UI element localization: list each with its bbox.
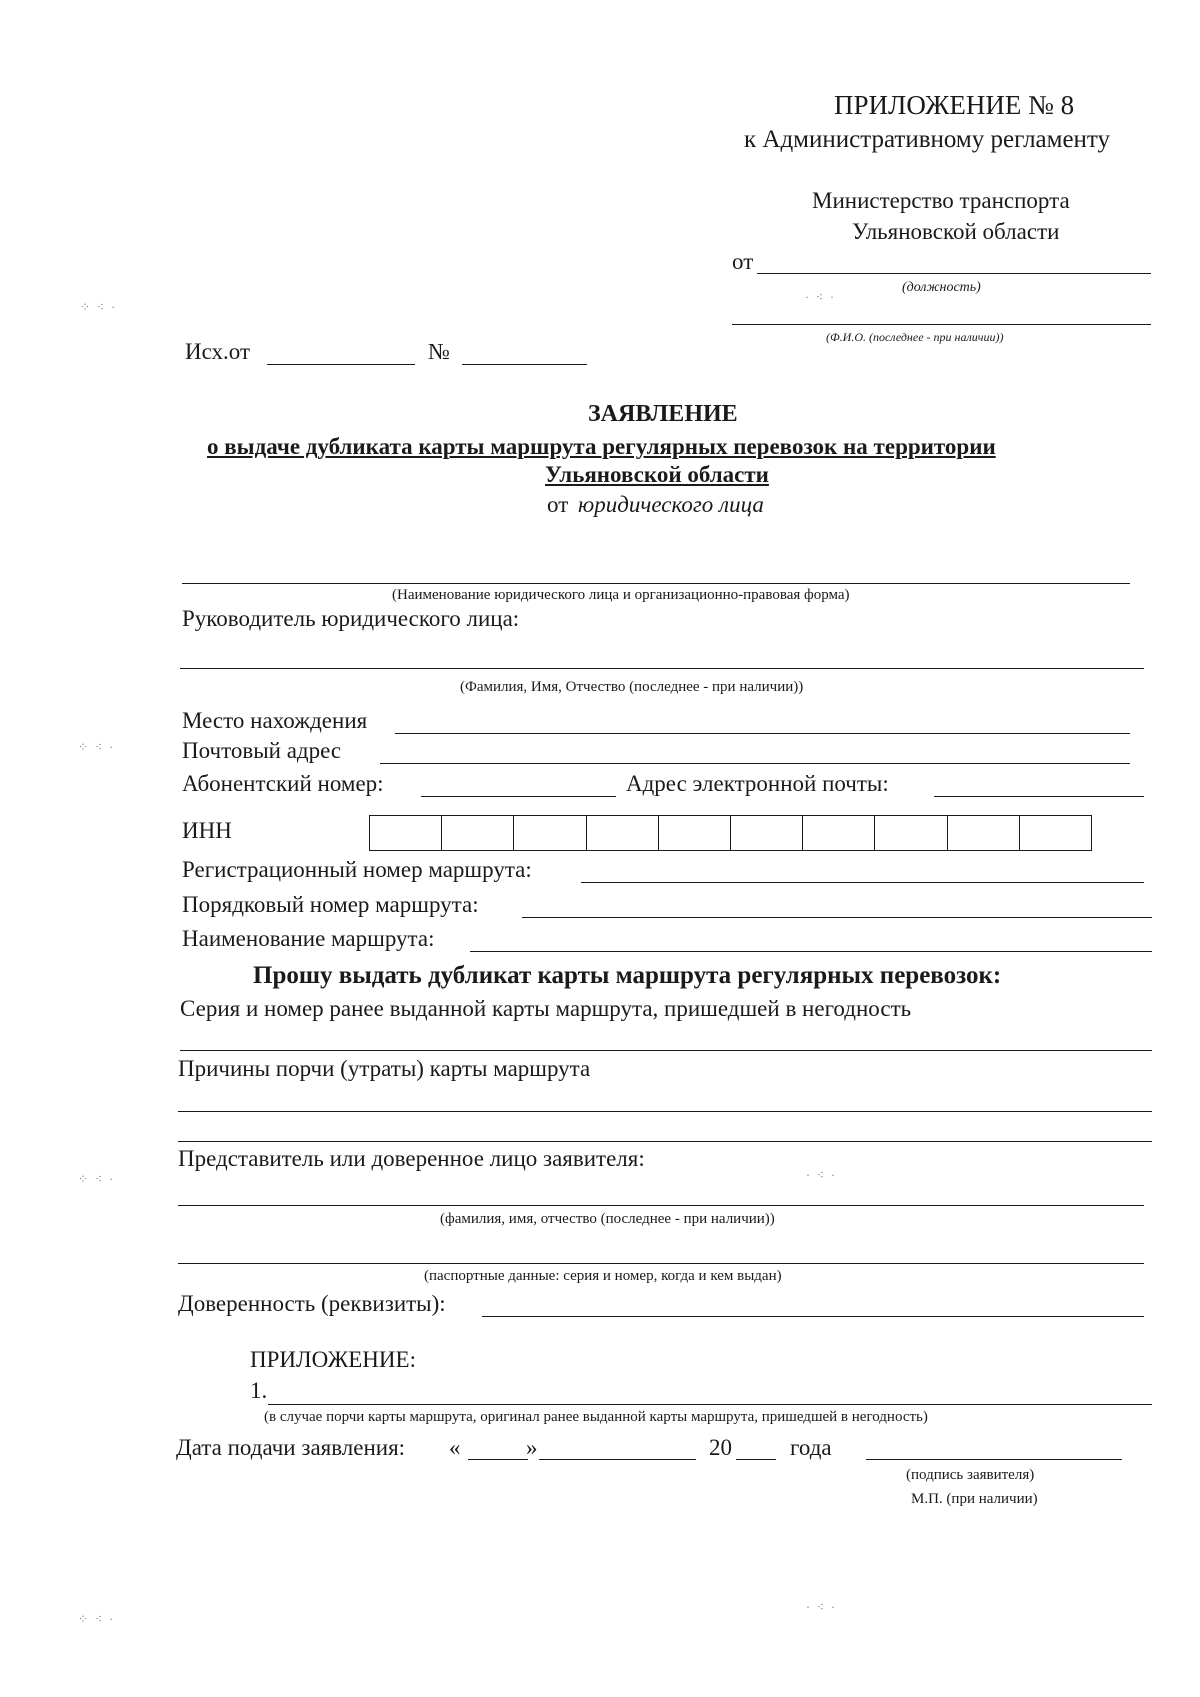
scan-noise: ⁘ ⁖ · [78,1172,116,1186]
rep-fio-hint: (фамилия, имя, отчество (последнее - при наличии)) [440,1211,775,1227]
location-line[interactable] [395,733,1130,734]
reg-number-label: Регистрационный номер маршрута: [182,857,532,882]
passport-line[interactable] [178,1263,1144,1264]
attachment-item-line[interactable] [268,1404,1152,1405]
day-line[interactable] [468,1459,528,1460]
location-label: Место нахождения [182,708,368,733]
reasons-line-2[interactable] [178,1141,1152,1142]
inn-digit[interactable] [731,816,803,850]
representative-line[interactable] [178,1205,1144,1206]
subtitle-line2: Ульяновской области [545,462,769,487]
head-label: Руководитель юридического лица: [182,606,520,631]
org-name-line[interactable] [182,583,1130,584]
inn-digit[interactable] [442,816,514,850]
inn-digit[interactable] [659,816,731,850]
fio-hint: (Ф.И.О. (последнее - при наличии)) [826,330,1004,344]
outgoing-number-label: № [428,339,450,364]
year-word: года [790,1435,832,1460]
fio-line[interactable] [732,324,1151,325]
date-quote-close: » [526,1435,538,1460]
outgoing-number-line[interactable] [462,364,587,365]
head-line[interactable] [180,668,1144,669]
date-label: Дата подачи заявления: [176,1435,406,1460]
postal-label: Почтовый адрес [182,738,342,763]
inn-digit[interactable] [1020,816,1091,850]
document-title: ЗАЯВЛЕНИЕ [588,401,738,427]
scan-noise: · ⁖ · [806,1168,838,1182]
attachment-heading: ПРИЛОЖЕНИЕ: [250,1347,416,1372]
year-prefix: 20 [709,1435,732,1460]
attachment-item-hint: (в случае порчи карты маршрута, оригинал ранее выданной карты маршрута, пришедшей в негодность) [264,1409,928,1425]
reasons-line-1[interactable] [178,1111,1152,1112]
appendix-number: ПРИЛОЖЕНИЕ № 8 [834,90,1075,120]
signature-line[interactable] [866,1459,1122,1460]
scan-noise: ⁘ ⁖ · [78,1612,116,1626]
scan-noise: ⁘ ⁖ · [80,300,118,314]
scan-noise: · ⁖ · [806,1600,838,1614]
signature-hint: (подпись заявителя) [906,1467,1035,1483]
inn-label: ИНН [182,818,232,843]
outgoing-label: Исх.от [185,339,251,364]
reasons-label: Причины порчи (утраты) карты маршрута [178,1056,591,1081]
date-quote-open: « [449,1435,461,1460]
from-entity-prefix: от [547,492,569,517]
ministry-region: Ульяновской области [852,219,1060,244]
inn-digit[interactable] [370,816,442,850]
subtitle-line1: о выдаче дубликата карты маршрута регулярных перевозок на территории [207,434,996,459]
phone-line[interactable] [421,796,616,797]
year-line[interactable] [736,1459,776,1460]
outgoing-date-line[interactable] [267,364,415,365]
inn-digit[interactable] [875,816,947,850]
scan-noise: · ⁖ · [805,290,837,304]
stamp-hint: М.П. (при наличии) [911,1491,1038,1507]
phone-label: Абонентский номер: [182,771,384,796]
inn-digit[interactable] [514,816,586,850]
order-number-label: Порядковый номер маршрута: [182,892,479,917]
representative-label: Представитель или доверенное лицо заявителя: [178,1146,645,1171]
ministry-name: Министерство транспорта [812,188,1070,213]
from-entity: юридического лица [578,492,764,517]
inn-digit[interactable] [587,816,659,850]
power-of-attorney-label: Доверенность (реквизиты): [178,1291,446,1316]
position-hint: (должность) [902,280,981,295]
inn-digit[interactable] [803,816,875,850]
email-line[interactable] [934,796,1144,797]
route-name-label: Наименование маршрута: [182,926,435,951]
reg-number-line[interactable] [581,882,1144,883]
inn-boxes[interactable] [369,815,1092,851]
route-name-line[interactable] [470,951,1152,952]
attachment-item-number: 1. [250,1378,268,1403]
from-label: от [732,249,754,274]
passport-hint: (паспортные данные: серия и номер, когда и кем выдан) [424,1268,782,1284]
postal-line[interactable] [380,763,1130,764]
request-heading: Прошу выдать дубликат карты маршрута регулярных перевозок: [253,962,1002,989]
email-label: Адрес электронной почты: [626,771,889,796]
scan-noise: ⁘ ⁖ · [78,740,116,754]
series-line[interactable] [180,1050,1152,1051]
series-label: Серия и номер ранее выданной карты маршрута, пришедшей в негодность [180,996,912,1021]
head-hint: (Фамилия, Имя, Отчество (последнее - при наличии)) [460,679,804,695]
org-name-hint: (Наименование юридического лица и организационно-правовая форма) [392,587,850,603]
regulation-reference: к Административному регламенту [744,126,1111,153]
month-line[interactable] [539,1459,696,1460]
power-of-attorney-line[interactable] [482,1316,1144,1317]
position-line[interactable] [757,273,1151,274]
order-number-line[interactable] [522,917,1152,918]
inn-digit[interactable] [948,816,1020,850]
